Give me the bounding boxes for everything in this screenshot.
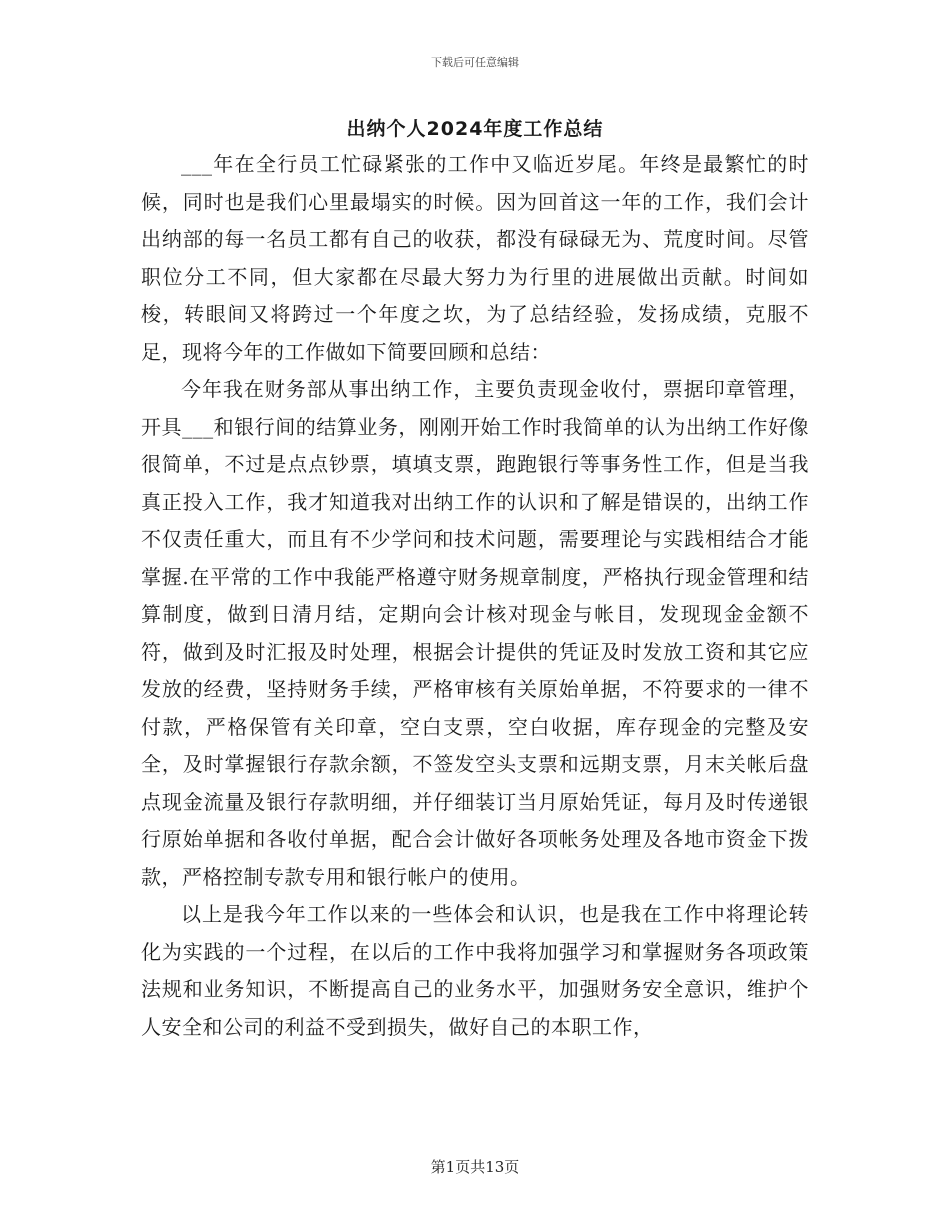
page-footer: 第1页共13页 (430, 1158, 520, 1176)
document-body (141, 146, 809, 1046)
paragraph-1: ___年在全行员工忙碌紧张的工作中又临近岁尾。年终是最繁忙的时候，同时也是我们心里最塌实的时候。因为回首这一年的工作，我们会计出纳部的每一名员工都有自己的收获，都没有碌碌无为、荒度时间。尽管职位分工不同，但大家都在尽最大努力为行里的进展做出贡献。时间如梭，转眼间又将跨过一个年度之坎，为了总结经验，发扬成绩，克服不足，现将今年的工作做如下简要回顾和总结： (141, 152, 809, 364)
header-note: 下载后可任意编辑 (431, 56, 519, 69)
paragraph-2: 今年我在财务部从事出纳工作，主要负责现金收付，票据印章管理，开具___和银行间的结算业务，刚刚开始工作时我简单的认为出纳工作好像很简单，不过是点点钞票，填填支票，跑跑银行等事务性工作，但是当我真正投入工作，我才知道我对出纳工作的认识和了解是错误的，出纳工作不仅责任重大，而且有不少学问和技术问题，需要理论与实践相结合才能掌握.在平常的工作中我能严格遵守财务规章制度，严格执行现金管理和结算制度，做到日清月结，定期向会计核对现金与帐目，发现现金金额不符，做到及时汇报及时处理，根据会计提供的凭证及时发放工资和其它应发放的经费，坚持财务手续，严格审核有关原始单据，不符要求的一律不付款，严格保管有关印章，空白支票，空白收据，库存现金的完整及安全，及时掌握银行存款余额，不签发空头支票和远期支票，月末关帐后盘点现金流量及银行存款明细，并仔细装订当月原始凭证，每月及时传递银行原始单据和各收付单据，配合会计做好各项帐务处理及各地市资金下拨款，严格控制专款专用和银行帐户的使用。 (141, 377, 809, 889)
document-title: 出纳个人2024年度工作总结 (346, 118, 604, 140)
paragraph-3: 以上是我今年工作以来的一些体会和认识，也是我在工作中将理论转化为实践的一个过程，在以后的工作中我将加强学习和掌握财务各项政策法规和业务知识，不断提高自己的业务水平，加强财务安全意识，维护个人安全和公司的利益不受到损失，做好自己的本职工作， (141, 902, 809, 1039)
